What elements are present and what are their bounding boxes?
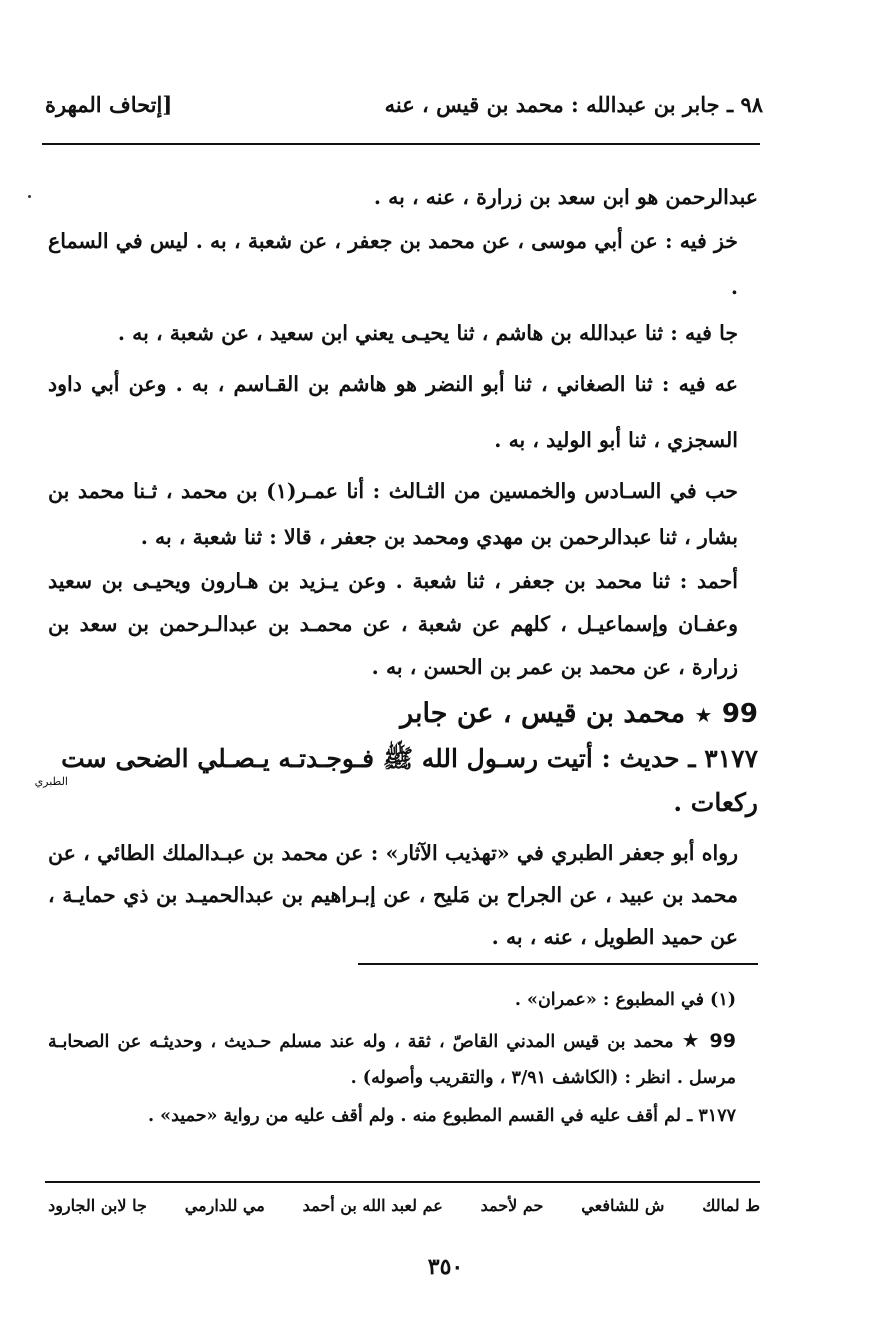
- riwaya-paragraph: رواه أبو جعفر الطبري في «تهذيب الآثار» : عن محمد بن عبـدالملك الطائي ، عن محمد بن عبيد ، عن الجراح بن مَليح ، عن إبـراهيم بن عبدالحميـد بن ذي حمايـة ، عن حميد الطويل ، عنه ، به .: [48, 841, 738, 949]
- footnote-rawi: [48, 1022, 758, 1096]
- scan-speck: [28, 195, 31, 198]
- hadith-heading: [34, 742, 758, 818]
- footnote-1: (١) في المطبوع : «عمران» .: [514, 990, 736, 1010]
- footnote-section-number: 99: [709, 1030, 736, 1052]
- hadith-text-end: ركعات .: [673, 788, 758, 817]
- abbreviation: عم لعبد الله بن أحمد: [302, 1196, 443, 1215]
- star-icon: ★: [694, 703, 713, 727]
- hadith-source-tag: الطبري: [34, 775, 68, 788]
- paragraph: خز فيه : عن أبي موسى ، عن محمد بن جعفر ، عن شعبة ، به . ليس في السماع .: [48, 229, 738, 299]
- paragraph: جا فيه : ثنا عبدالله بن هاشم ، ثنا يحيـى يعني ابن سعيد ، عن شعبة ، به .: [117, 321, 738, 345]
- header-rule: [42, 143, 760, 145]
- paragraph: عه فيه : ثنا الصغاني ، ثنا أبو النضر هو هاشم بن القـاسم ، به . وعن أبي داود السجزي ، ثنا أبو الوليد ، به .: [48, 372, 738, 452]
- hadith-text: ـ حديث : أتيت رسـول الله ﷺ فـوجـدتـه يـصـلي الضحى ست: [61, 744, 696, 773]
- bottom-rule: [45, 1181, 760, 1183]
- page-number: ٣٥٠: [427, 1254, 464, 1280]
- paragraph: أحمد : ثنا محمد بن جعفر ، ثنا شعبة . وعن يـزيد بن هـارون ويحيـى بن سعيد وعفـان وإسماعيـل ، كلهم عن شعبة ، عن محمـد بن عبدالـرحمن بن سعد بن زرارة ، عن محمد بن عمر بن الحسن ، به .: [48, 569, 738, 679]
- main-text: [34, 176, 758, 958]
- abbreviation: مي للدارمي: [184, 1196, 265, 1215]
- running-head-book: [إتحاف المهرة: [45, 92, 173, 117]
- hadith-number: ٣١٧٧: [704, 744, 758, 773]
- star-icon: ★: [681, 1028, 702, 1052]
- running-head-chapter: ٩٨ ـ جابر بن عبدالله : محمد بن قيس ، عنه: [384, 92, 763, 117]
- section-title: محمد بن قيس ، عن جابر: [400, 698, 686, 729]
- section-number: 99: [721, 699, 758, 729]
- paragraph: عبدالرحمن هو ابن سعد بن زرارة ، عنه ، به .: [373, 185, 758, 209]
- footnote-hadith: ٣١٧٧ ـ لم أقف عليه في القسم المطبوع منه . ولم أقف عليه من رواية «حميد» .: [147, 1106, 736, 1126]
- section-heading: [48, 691, 758, 738]
- abbreviation: جا لابن الجارود: [48, 1196, 147, 1215]
- footnotes: [48, 982, 758, 1136]
- abbreviation: ط لمالك: [702, 1196, 760, 1215]
- footnote-rule: [358, 963, 758, 965]
- abbreviations-key: [48, 1196, 760, 1215]
- abbreviation: ش للشافعي: [581, 1196, 665, 1215]
- footnote-rawi-text: محمد بن قيس المدني القاصّ ، ثقة ، وله عند مسلم حـديث ، وحديثـه عن الصحابـة مرسل . انظر : (الكاشف ٣/٩١ ، والتقريب وأصوله) .: [48, 1032, 736, 1088]
- paragraph: حب في السـادس والخمسين من الثـالث : أنا عمـر(١) بن محمد ، ثـنا محمد بن بشار ، ثنا عبدالرحمن بن مهدي ومحمد بن جعفر ، قالا : ثنا شعبة ، به .: [48, 479, 738, 549]
- abbreviation: حم لأحمد: [480, 1196, 544, 1215]
